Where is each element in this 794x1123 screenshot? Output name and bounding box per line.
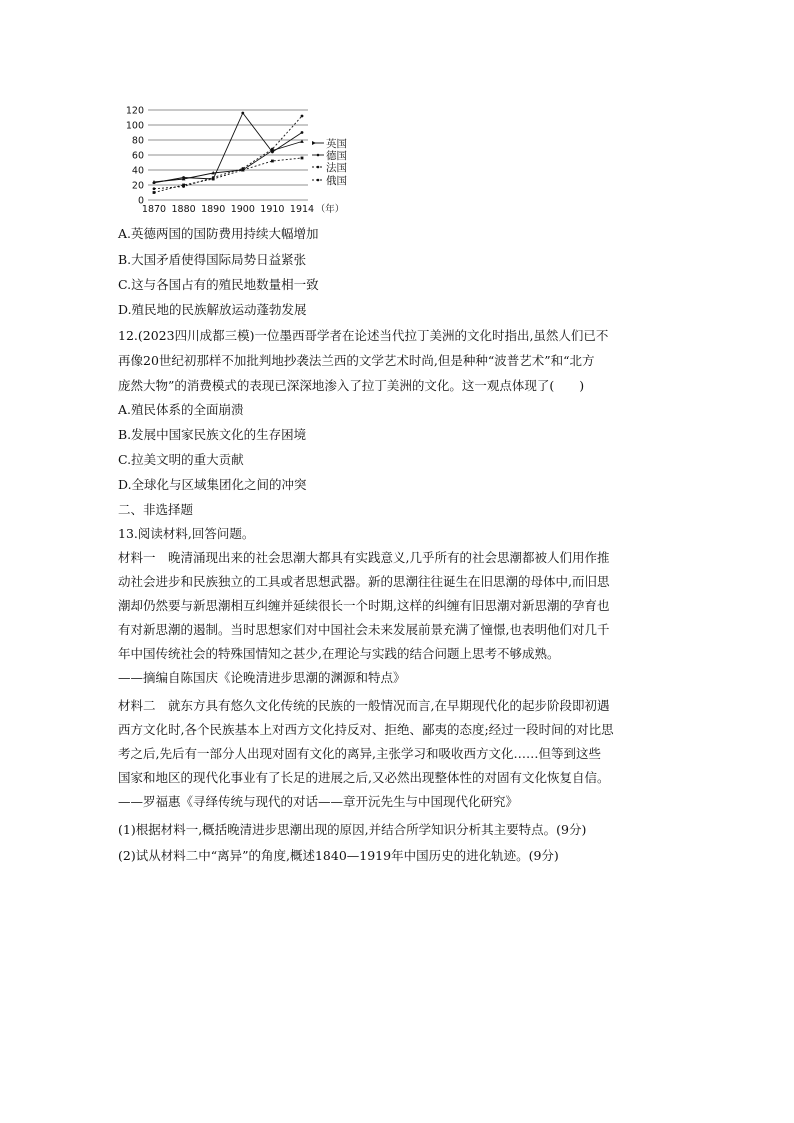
y-tick-label: 40 [131, 165, 144, 177]
legend-label: 英国 [326, 138, 347, 150]
data-point [241, 169, 244, 172]
data-point [212, 178, 215, 181]
y-tick-label: 100 [125, 120, 144, 132]
data-point [301, 115, 304, 118]
legend-label: 法国 [326, 162, 347, 174]
data-point [153, 191, 156, 194]
legend-marker [317, 154, 320, 157]
q11-option-c: C.这与各国占有的殖民地数量相一致 [118, 277, 319, 292]
series-line-3 [154, 158, 302, 193]
data-point [182, 184, 185, 187]
material2-line-1: 材料二 就东方具有悠久文化传统的民族的一般情况而言,在早期现代化的起步阶段即初遇 [118, 698, 610, 713]
legend-label: 俄国 [326, 175, 347, 187]
material2-line-2: 西方文化时,各个民族基本上对西方文化持反对、拒绝、鄙夷的态度;经过一段时间的对比思 [118, 722, 614, 737]
data-point [153, 181, 156, 184]
defense-spending-line-chart [112, 100, 372, 218]
x-tick-label: 1914 [289, 204, 315, 215]
x-tick-label: 1870 [141, 204, 167, 215]
material1-line-3: 潮却仍然要与新思潮相互纠缠并延续很长一个时期,这样的纠缠有旧思潮对新思潮的孕育也 [118, 598, 610, 613]
material1-line-4: 有对新思潮的遏制。当时思想家们对中国社会未来发展前景充满了憧憬,也表明他们对几千 [118, 622, 610, 637]
q12-stem-line-2: 再像20世纪初那样不加批判地抄袭法兰西的文学艺术时尚,但是种种“波普艺术”和“北方 [118, 353, 595, 368]
data-point [271, 160, 274, 163]
material1-line-5: 年中国传统社会的特殊国情知之甚少,在理论与实践的结合问题上思考不够成熟。 [118, 646, 560, 661]
data-point [153, 187, 156, 190]
question-1: (1)根据材料一,概括晚清进步思潮出现的原因,并结合所学知识分析其主要特点。(9分) [118, 822, 587, 837]
material1-source: ——摘编自陈国庆《论晚清进步思潮的渊源和特点》 [118, 670, 406, 685]
q11-option-a: A.英德两国的国防费用持续大幅增加 [118, 226, 319, 241]
question-2: (2)试从材料二中“离异”的角度,概述1840—1919年中国历史的进化轨迹。(9分) [118, 848, 559, 863]
data-point [271, 148, 274, 151]
y-tick-label: 120 [125, 105, 144, 117]
q12-option-d: D.全球化与区域集团化之间的冲突 [118, 477, 307, 492]
series-line-2 [154, 116, 302, 189]
x-tick-label: 1880 [171, 204, 196, 215]
line-chart-svg [112, 100, 372, 218]
legend-marker [317, 166, 320, 169]
x-tick-label: 1910 [260, 204, 285, 215]
q11-option-b: B.大国矛盾使得国际局势日益紧张 [118, 252, 307, 267]
legend-marker [312, 141, 316, 145]
q12-option-c: C.拉美文明的重大贡献 [118, 452, 244, 467]
y-tick-label: 60 [131, 150, 144, 162]
legend-label: 德国 [326, 150, 347, 162]
section-title: 二、非选择题 [118, 502, 194, 517]
material1-line-2: 动社会进步和民族独立的工具或者思想武器。新的思潮往往诞生在旧思潮的母体中,而旧思 [118, 574, 610, 589]
material2-source: ——罗福惠《寻绎传统与现代的对话——章开沅先生与中国现代化研究》 [118, 794, 519, 809]
material2-line-4: 国家和地区的现代化事业有了长足的进展之后,又必然出现整体性的对固有文化恢复自信。 [118, 770, 610, 785]
data-point [271, 151, 274, 154]
data-point [301, 131, 304, 134]
y-tick-label: 80 [131, 135, 144, 147]
q11-option-d: D.殖民地的民族解放运动蓬勃发展 [118, 302, 307, 317]
data-point [301, 157, 304, 160]
y-tick-label: 0 [137, 195, 144, 207]
data-point [182, 176, 185, 179]
q12-stem-line-3: 庞然大物”的消费模式的表现已深深地渗入了拉丁美洲的文化。这一观点体现了( ) [118, 378, 585, 393]
x-tick-label: 1890 [201, 204, 226, 215]
material2-line-3: 考之后,先后有一部分人出现对固有文化的离异,主张学习和吸收西方文化……但等到这些 [118, 746, 601, 761]
x-unit-label: （年） [315, 204, 345, 215]
x-tick-label: 1900 [230, 204, 255, 215]
q13-title: 13.阅读材料,回答问题。 [118, 526, 255, 541]
q12-option-b: B.发展中国家民族文化的生存困境 [118, 427, 307, 442]
q12-stem-line-1: 12.(2023四川成都三模)一位墨西哥学者在论述当代拉丁美洲的文化时指出,虽然人们已不 [118, 328, 609, 343]
material1-line-1: 材料一 晚清涌现出来的社会思潮大都具有实践意义,几乎所有的社会思潮都被人们用作推 [118, 550, 610, 565]
legend-marker [317, 179, 320, 182]
data-point [241, 112, 244, 115]
y-tick-label: 20 [131, 180, 144, 192]
q12-option-a: A.殖民体系的全面崩溃 [118, 402, 244, 417]
